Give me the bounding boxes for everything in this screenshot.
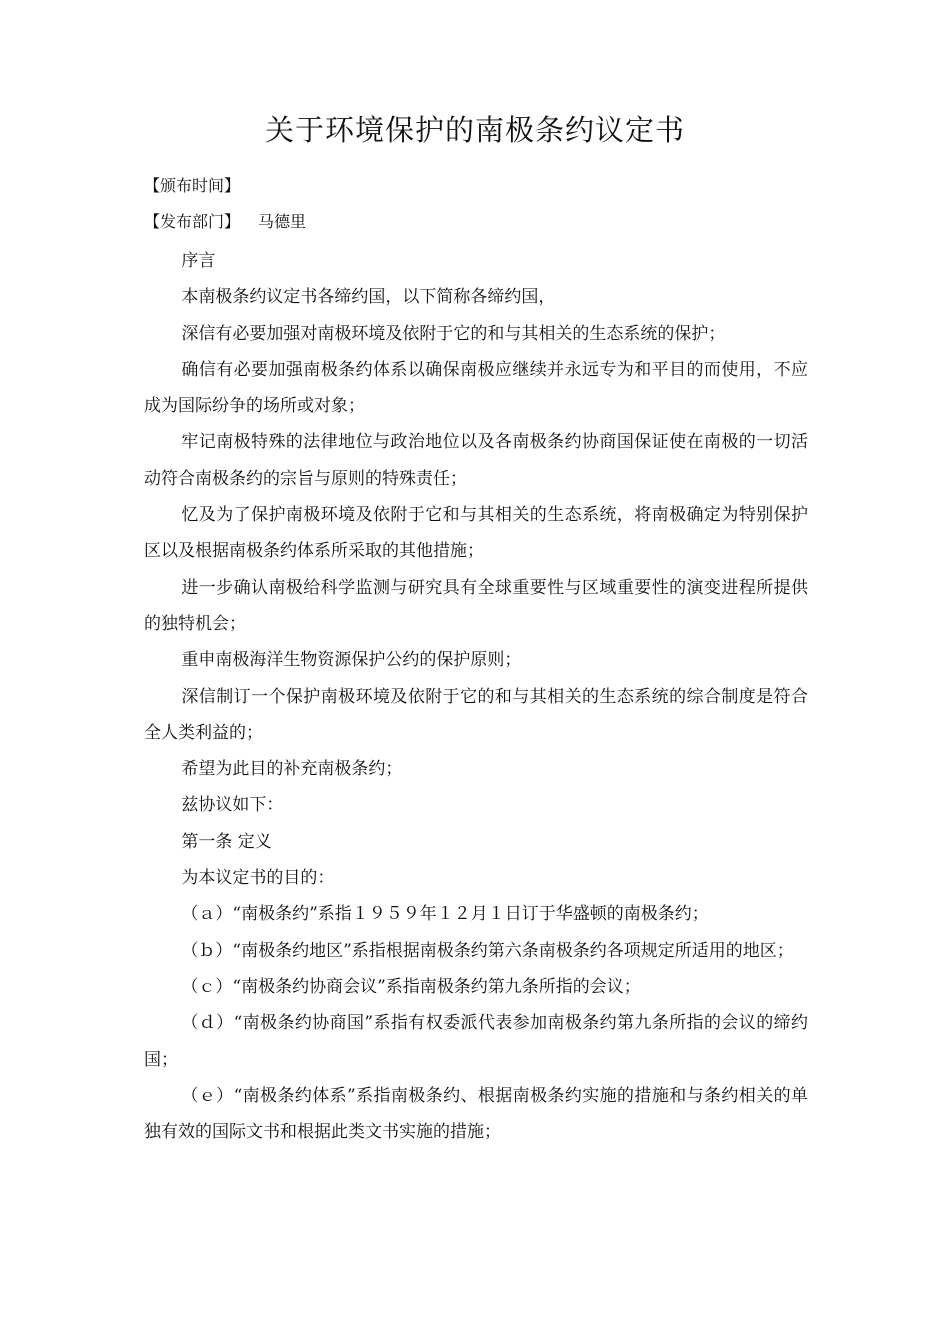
department-value: 马德里 [258,212,307,231]
definition-item: （ｂ）“南极条约地区”系指根据南极条约第六条南极条约各项规定所适用的地区； [181,940,794,961]
document-body [144,243,808,1150]
paragraph: 希望为此目的补充南极条约； [181,759,403,780]
paragraph: 牢记南极特殊的法律地位与政治地位以及各南极条约协商国保证使在南极的一切活动符合南极条约的宗旨与原则的特殊责任； [144,432,808,489]
issue-time-label: 【颁布时间】 [144,176,241,195]
department-row [144,210,306,234]
paragraph: 兹协议如下： [181,795,284,816]
definition-item: （ｅ）“南极条约体系”系指南极条约、根据南极条约实施的措施和与条约相关的单独有效的国际文书和根据此类文书实施的措施； [144,1085,808,1143]
paragraph: 序言 [181,251,216,271]
paragraph: 深信制订一个保护南极环境及依附于它的和与其相关的生态系统的综合制度是符合全人类利益的； [144,686,808,743]
definition-item: （ａ）“南极条约”系指１９５９年１２月１日订于华盛顿的南极条约； [181,904,709,925]
paragraph: 重申南极海洋生物资源保护公约的保护原则； [181,650,522,671]
paragraph: 本南极条约议定书各缔约国，以下简称各缔约国， [181,287,556,308]
paragraph: 为本议定书的目的： [181,868,335,889]
paragraph: 深信有必要加强对南极环境及依附于它的和与其相关的生态系统的保护； [181,323,726,344]
article-heading: 第一条 定义 [181,831,272,852]
paragraph: 进一步确认南极给科学监测与研究具有全球重要性与区域重要性的演变进程所提供的独特机会； [144,577,808,634]
paragraph: 确信有必要加强南极条约体系以确保南极应继续并永远专为和平目的而使用，不应成为国际纷争的场所或对象； [144,359,808,417]
paragraph: 忆及为了保护南极环境及依附于它和与其相关的生态系统，将南极确定为特别保护区以及根据南极条约体系所采取的其他措施； [144,505,808,562]
department-label: 【发布部门】 [144,212,241,231]
definition-item: （ｃ）“南极条约协商会议”系指南极条约第九条所指的会议； [181,976,641,997]
issue-time-row [144,174,258,198]
document-title: 关于环境保护的南极条约议定书 [264,113,685,147]
definition-item: （ｄ）“南极条约协商国”系指有权委派代表参加南极条约第九条所指的会议的缔约国； [144,1013,808,1070]
